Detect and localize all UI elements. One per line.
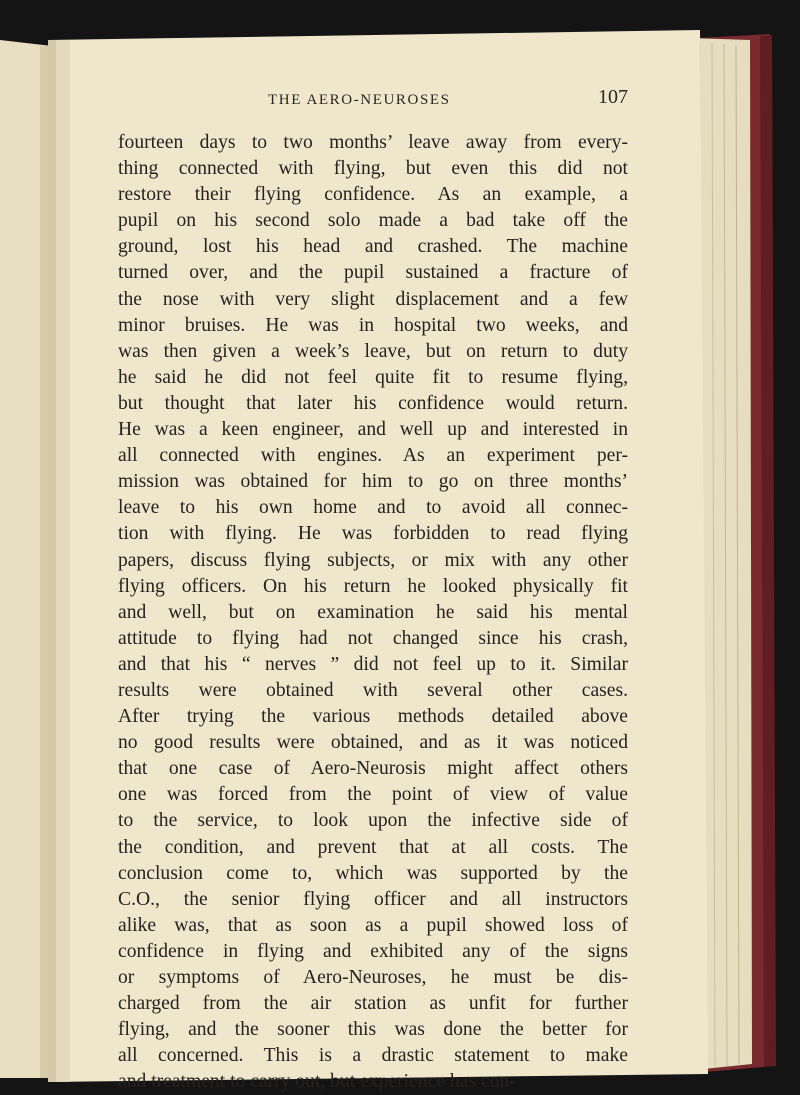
text-line: no good results were obtained, and as it was noticed [118,732,628,754]
text-line: that one case of Aero-Neurosis might affect others [118,758,628,780]
text-line: or symptoms of Aero-Neuroses, he must be dis- [118,967,628,988]
page-number: 107 [598,86,628,108]
text-line: conclusion come to, which was supported by the [118,862,628,884]
text-line: flying, and the sooner this was done the better for [118,1019,628,1041]
text-line: all connected with engines. As an experiment per- [118,445,628,467]
running-head [118,86,628,116]
text-line: pupil on his second solo made a bad take off the [118,210,628,232]
text-line: he said he did not feel quite fit to resume flying, [118,366,628,388]
text-line: C.O., the senior flying officer and all instructors [118,888,628,910]
text-line: and well, but on examination he said his mental [118,601,628,623]
text-line: ground, lost his head and crashed. The machine [118,236,628,258]
text-line: charged from the air station as unfit for further [118,993,628,1015]
text-line: one was forced from the point of view of value [118,784,628,806]
text-line: all concerned. This is a drastic statement to make [118,1045,628,1067]
text-line: results were obtained with several other cases. [118,679,628,701]
text-line: attitude to flying had not changed since his crash, [118,627,628,649]
text-line: After trying the various methods detailed above [118,706,628,728]
text-line: papers, discuss flying subjects, or mix with any other [118,549,628,571]
text-line: alike was, that as soon as a pupil showed loss of [118,914,628,936]
text-line: and that his “ nerves ” did not feel up to it. Similar [118,653,628,675]
text-line: fourteen days to two months’ leave away from every- [118,132,628,153]
text-line: thing connected with flying, but even this did not [118,158,628,180]
book-page [118,86,628,1093]
text-line: flying officers. On his return he looked physically fit [118,575,628,597]
text-line: to the service, to look upon the infective side of [118,810,628,832]
running-title: THE AERO-NEUROSES [268,92,451,108]
text-line: but thought that later his confidence would return. [118,392,628,414]
text-line: minor bruises. He was in hospital two weeks, and [118,314,628,336]
text-line: leave to his own home and to avoid all connec- [118,497,628,519]
text-line: the condition, and prevent that at all costs. The [118,836,628,858]
text-line: turned over, and the pupil sustained a fracture of [118,262,628,284]
text-line: He was a keen engineer, and well up and interested in [118,419,628,441]
text-line: was then given a week’s leave, but on return to duty [118,340,628,362]
text-line: restore their flying confidence. As an example, a [118,184,628,206]
text-line: mission was obtained for him to go on three months’ [118,471,628,493]
text-line: the nose with very slight displacement and a few [118,288,628,310]
text-line: and treatment to carry out, but experience has con- [118,1071,516,1093]
text-line: tion with flying. He was forbidden to read flying [118,523,628,545]
body-text [118,130,628,1095]
text-line: confidence in flying and exhibited any of the signs [118,940,628,962]
